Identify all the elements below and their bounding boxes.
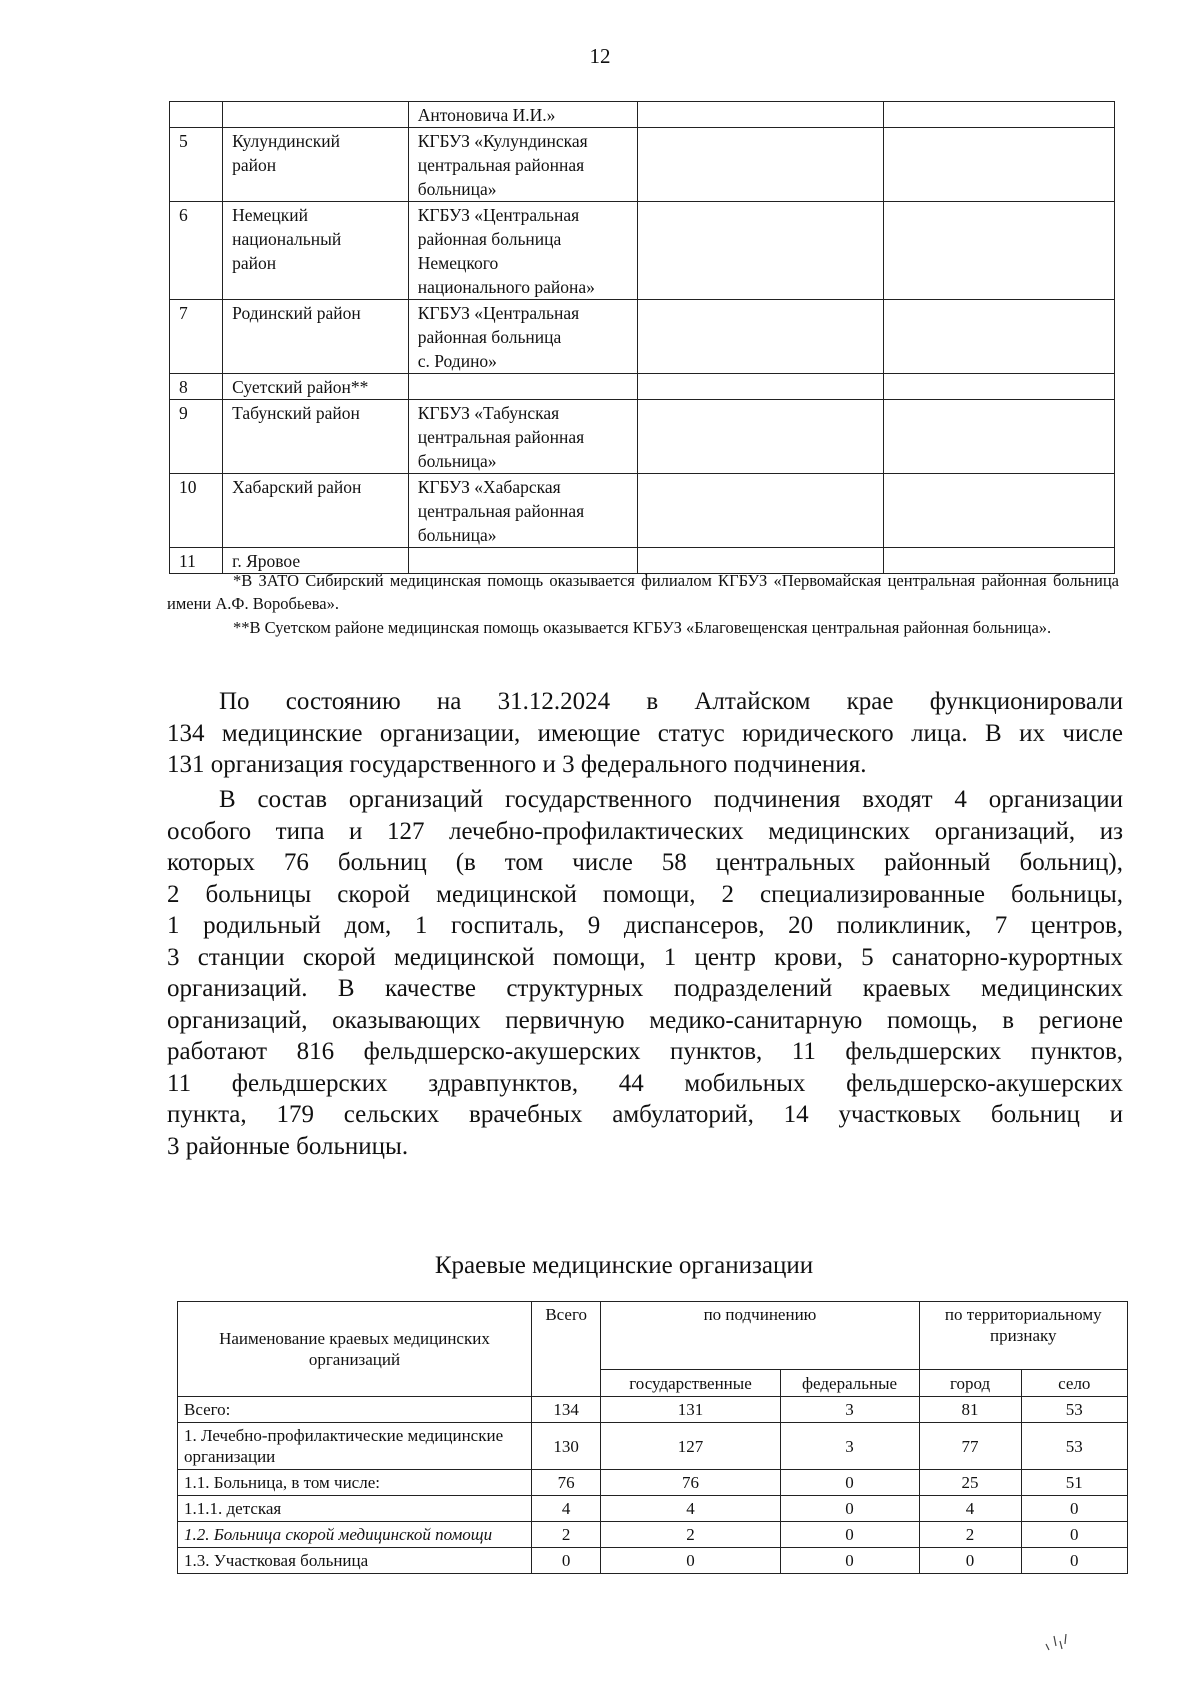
org-row-city: 25 [919, 1470, 1021, 1496]
organization-name [408, 300, 638, 374]
paragraph-line: организаций. В качестве структурных подразделений краевых медицинских [167, 975, 1123, 1002]
paragraph-line: 131 организация государственного и 3 федерального подчинения. [167, 751, 867, 778]
row-number-text: 9 [179, 403, 188, 423]
district-row [170, 374, 1115, 400]
organization-name [408, 474, 638, 548]
district-name-line: район [232, 253, 277, 273]
organization-name-line: КГБУЗ «Хабарская [417, 477, 561, 497]
row-number-text: 5 [179, 131, 188, 151]
org-row-federal: 3 [780, 1397, 919, 1423]
header-by-subordination: по подчинению [601, 1302, 919, 1370]
row-number-text: 10 [179, 477, 197, 497]
organization-name-line: Антоновича И.И.» [417, 105, 556, 125]
org-row-total: 76 [531, 1470, 600, 1496]
district-name [223, 128, 409, 202]
header-village: село [1021, 1370, 1127, 1397]
district-name-line: Хабарский район [232, 477, 362, 497]
paragraph-line: особого типа и 127 лечебно-профилактических медицинских организаций, из [167, 817, 1123, 845]
district-name-line: Родинский район [232, 303, 361, 323]
organization-name-line: больница» [417, 451, 497, 471]
district-name-line: Немецкий [232, 205, 309, 225]
empty-cell [884, 128, 1115, 202]
header-name: Наименование краевых медицинских организаций [178, 1302, 532, 1397]
organization-name-line: больница» [417, 525, 497, 545]
row-number [170, 300, 223, 374]
paragraph-line: 11 фельдшерских здравпунктов, 44 мобильных фельдшерско-акушерских [167, 1069, 1123, 1097]
district-name-line: Табунский район [232, 403, 360, 423]
organization-name-line: районная больница [417, 229, 562, 249]
district-name [223, 474, 409, 548]
org-table-row [178, 1397, 1128, 1423]
empty-cell [638, 102, 884, 128]
header-total: Всего [531, 1302, 600, 1397]
org-row-name: 1.1.1. детская [178, 1496, 532, 1522]
district-name [223, 374, 409, 400]
org-row-federal: 0 [780, 1522, 919, 1548]
org-row-state: 76 [601, 1470, 780, 1496]
organization-name [408, 400, 638, 474]
org-table [177, 1301, 1128, 1574]
paragraph-line: 3 станции скорой медицинской помощи, 1 центр крови, 5 санаторно-курортных [167, 943, 1123, 971]
org-row-village: 53 [1021, 1397, 1127, 1423]
empty-cell [638, 128, 884, 202]
organization-name-line: Немецкого [417, 253, 499, 273]
organization-name [408, 102, 638, 128]
organization-name [408, 202, 638, 300]
org-table-row [178, 1470, 1128, 1496]
org-row-state: 0 [601, 1548, 780, 1574]
paragraph-line: которых 76 больниц (в том числе 58 центральных районный больниц), [167, 849, 1123, 876]
table-title: Краевые медицинские организации [434, 1252, 814, 1279]
organization-name [408, 374, 638, 400]
row-number-text: 6 [179, 205, 188, 225]
empty-cell [638, 202, 884, 300]
org-table-row [178, 1423, 1128, 1470]
organization-name-line: районная больница [417, 327, 562, 347]
org-row-village: 51 [1021, 1470, 1127, 1496]
org-row-total: 134 [531, 1397, 600, 1423]
row-number-text: 8 [179, 377, 188, 397]
empty-cell [884, 400, 1115, 474]
org-row-state: 2 [601, 1522, 780, 1548]
org-row-city: 77 [919, 1423, 1021, 1470]
district-row [170, 128, 1115, 202]
org-row-total: 4 [531, 1496, 600, 1522]
paragraph-line: 1 родильный дом, 1 госпиталь, 9 диспансеров, 20 поликлиник, 7 центров, [167, 912, 1123, 939]
empty-cell [884, 374, 1115, 400]
org-row-state: 4 [601, 1496, 780, 1522]
district-row [170, 102, 1115, 128]
district-row [170, 202, 1115, 300]
organization-name-line: КГБУЗ «Кулундинская [417, 131, 588, 151]
paragraph-line: В состав организаций государственного подчинения входят 4 организации [219, 786, 1123, 813]
district-name [223, 300, 409, 374]
organization-name-line: КГБУЗ «Центральная [417, 205, 580, 225]
org-table-row [178, 1548, 1128, 1574]
organization-name-line: центральная районная [417, 501, 585, 521]
organization-name-line: КГБУЗ «Табунская [417, 403, 560, 423]
paragraph-line: По состоянию на 31.12.2024 в Алтайском крае функционировали [219, 688, 1123, 715]
district-row [170, 400, 1115, 474]
org-row-city: 81 [919, 1397, 1021, 1423]
org-row-village: 53 [1021, 1423, 1127, 1470]
district-name-line: район [232, 155, 277, 175]
row-number [170, 374, 223, 400]
header-state: государственные [601, 1370, 780, 1397]
organization-name-line: КГБУЗ «Центральная [417, 303, 580, 323]
district-row [170, 300, 1115, 374]
header-by-territory: по территориальному признаку [919, 1302, 1127, 1370]
org-row-federal: 0 [780, 1548, 919, 1574]
paragraph-line: организаций, оказывающих первичную медико-санитарную помощь, в регионе [167, 1006, 1123, 1034]
empty-cell [638, 374, 884, 400]
org-table-row [178, 1496, 1128, 1522]
org-row-total: 0 [531, 1548, 600, 1574]
header-federal: федеральные [780, 1370, 919, 1397]
org-row-city: 0 [919, 1548, 1021, 1574]
district-name-line: национальный [232, 229, 342, 249]
district-name-line: Суетский район** [232, 377, 369, 397]
empty-cell [638, 474, 884, 548]
footnote-1-text: *В ЗАТО Сибирский медицинская помощь оказывается филиалом КГБУЗ «Первомайская центральная районная больница имени А.Ф. Воробьева». [167, 571, 1119, 613]
row-number [170, 400, 223, 474]
footnote-2-text: **В Суетском районе медицинская помощь оказывается КГБУЗ «Благовещенская центральная районная больница». [233, 618, 1052, 637]
header-city: город [919, 1370, 1021, 1397]
org-row-name: 1. Лечебно-профилактические медицинские организации [178, 1423, 532, 1470]
paragraph-line: 3 районные больницы. [167, 1132, 409, 1160]
row-number-text: 7 [179, 303, 188, 323]
paragraph-line: 2 больницы скорой медицинской помощи, 2 специализированные больницы, [167, 880, 1123, 908]
page-number: 12 [589, 44, 611, 68]
org-row-federal: 0 [780, 1496, 919, 1522]
paragraph-line: работают 816 фельдшерско-акушерских пунктов, 11 фельдшерских пунктов, [167, 1038, 1123, 1065]
org-row-state: 131 [601, 1397, 780, 1423]
empty-cell [638, 400, 884, 474]
organization-name-line: национального района» [417, 277, 595, 297]
district-name [223, 102, 409, 128]
district-table [169, 101, 1115, 574]
row-number-text: 11 [179, 551, 196, 571]
org-row-total: 2 [531, 1522, 600, 1548]
empty-cell [884, 202, 1115, 300]
organization-name-line: больница» [417, 179, 497, 199]
org-row-village: 0 [1021, 1496, 1127, 1522]
org-row-name: Всего: [178, 1397, 532, 1423]
org-row-village: 0 [1021, 1548, 1127, 1574]
row-number [170, 474, 223, 548]
paragraph-1 [167, 686, 1123, 781]
district-name-line: Кулундинский [232, 131, 340, 151]
row-number [170, 128, 223, 202]
row-number [170, 102, 223, 128]
org-row-federal: 3 [780, 1423, 919, 1470]
org-row-total: 130 [531, 1423, 600, 1470]
organization-name-line: центральная районная [417, 427, 585, 447]
org-row-village: 0 [1021, 1522, 1127, 1548]
org-row-city: 4 [919, 1496, 1021, 1522]
organization-name [408, 128, 638, 202]
footnote-2 [167, 616, 1119, 639]
scribble-mark [1040, 1616, 1080, 1656]
district-name [223, 202, 409, 300]
paragraph-2 [167, 784, 1123, 1162]
org-row-state: 127 [601, 1423, 780, 1470]
empty-cell [884, 300, 1115, 374]
empty-cell [638, 300, 884, 374]
district-row [170, 474, 1115, 548]
row-number [170, 202, 223, 300]
paragraph-line: пункта, 179 сельских врачебных амбулаторий, 14 участковых больниц и [167, 1101, 1123, 1128]
empty-cell [884, 102, 1115, 128]
org-row-name: 1.1. Больница, в том числе: [178, 1470, 532, 1496]
org-row-federal: 0 [780, 1470, 919, 1496]
org-row-name: 1.2. Больница скорой медицинской помощи [178, 1522, 532, 1548]
district-name [223, 400, 409, 474]
empty-cell [884, 474, 1115, 548]
district-name-line: г. Яровое [232, 551, 301, 571]
organization-name-line: центральная районная [417, 155, 585, 175]
org-row-city: 2 [919, 1522, 1021, 1548]
footnote-1 [167, 569, 1119, 615]
org-row-name: 1.3. Участковая больница [178, 1548, 532, 1574]
paragraph-line: 134 медицинские организации, имеющие статус юридического лица. В их числе [167, 719, 1123, 747]
org-table-row [178, 1522, 1128, 1548]
organization-name-line: с. Родино» [417, 351, 497, 371]
